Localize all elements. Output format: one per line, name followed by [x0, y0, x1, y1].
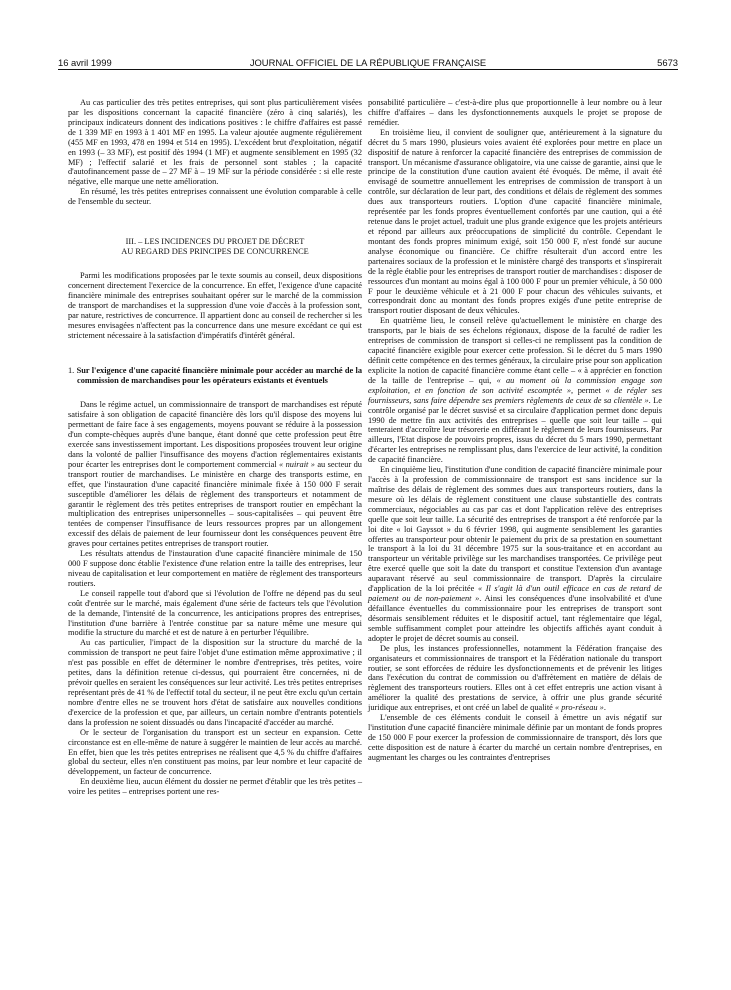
text-run: En cinquième lieu, l'institution d'une condition de capacité financière minimale pour l'accès à la profession de commissionnaire de transport est sans incidence sur la maîtrise des délais de règlement des sommes dues aux transporteurs routiers, dans la mesure où les délais de règlement constituent une clause substantielle des contrats commerciaux, négociables au cas par cas et dont l'application relève des entreprises quelle que soit leur taille. La sécurité des entreprises de transport a été renforcée par la loi dite « loi Gayssot » du 6 février 1998, qui augmente sensiblement les garanties offertes au transporteur pour obtenir le paiement du prix de sa prestation en soumettant le transport à la loi du 31 décembre 1975 sur la sous-traitance et en accordant au transporteur un véritable privilège sur les marchandises transportées. Ce privilège peut être exercé quelle que soit la date du transport et constitue l'extension d'un avantage auparavant réservé au seul commissionnaire de transport. D'après la circulaire d'application de la loi précitée: [368, 465, 662, 594]
text-run: Dans le régime actuel, un commissionnaire de transport de marchandises est réputé satisfaire à son obligation de capacité financière dès lors qu'il dispose des moyens lui permettant de faire face à ses engagements, moyens pouvant se réduire à la possession d'un compte-chèques auprès d'une banque, étant donné que cette profession peut être exercée sans investissement important. Les dispositions proposées trouvent leur origine dans la volonté de pallier l'insuffisance des moyens d'action réglementaires existants pour écarter les entreprises dont le comportement commercial: [68, 400, 362, 469]
section-heading-line: III. – LES INCIDENCES DU PROJET DE DÉCRET: [125, 237, 305, 247]
quoted-text: « au moment où la commission engage son exploitation, et en fonction de son activité escomptée »: [368, 375, 662, 395]
paragraph: Or le secteur de l'organisation du transport est un secteur en expansion. Cette circonstance est en elle-même de nature à suggérer le maintien de leur accès au marché. En effet, bien que les très petites entreprises ne réalisent que 4,5 % du chiffre d'affaires global du secteur, elles n'en constituent pas moins, par leur nombre et leur capacité de développement, un facteur de concurrence.: [68, 727, 362, 777]
text-run: . Ainsi les conséquences d'une insolvabilité et d'une défaillance éventuelles du commissionnaire pour les entreprises de transport sont désormais sensiblement réduites et le dispositif actuel, tant réglementaire que légal, semble suffisamment complet pour atteindre les objectifs affichés ayant conduit à adopter le projet de décret soumis au conseil.: [368, 594, 662, 643]
subsection-title: Sur l'exigence d'une capacité financière minimale pour accéder au marché de la commission de marchandises pour les opérateurs existants et éventuels: [76, 366, 362, 386]
paragraph: En résumé, les très petites entreprises connaissent une évolution comparable à celle de l'ensemble du secteur.: [68, 187, 362, 207]
paragraph: Les résultats attendus de l'instauration d'une capacité financière minimale de 150 000 F suppose donc établie l'existence d'une relation entre la taille des entreprises, leur niveau de capitalisation et leur comportement en matière de règlement des transporteurs routiers.: [68, 549, 362, 588]
paragraph: [368, 644, 662, 713]
header-rule: [58, 69, 678, 70]
text-run: . Le contrôle organisé par le décret susvisé et sa circulaire d'application permet donc depuis 1990 de mettre fin aux activités des entreprises – quelle que soit leur taille – qui tenteraient d'accroître leur trésorerie en différant le règlement de leurs fournisseurs. Par ailleurs, l'Etat dispose de pouvoirs propres, issus du décret du 5 mars 1990, permettant d'écarter les entreprises ne remplissant plus, dans l'exercice de leur activité, la condition de capacité financière.: [368, 395, 662, 465]
section-heading: [68, 237, 362, 257]
right-column: [368, 98, 662, 763]
page-number: 5673: [657, 57, 678, 68]
paragraph: Au cas particulier des très petites entreprises, qui sont plus particulièrement visées par les dispositions concernant la capacité financière (zéro à cinq salariés), les principaux indicateurs donnent des indications positives : le chiffre d'affaires est passé de 1 339 MF en 1993 à 1 401 MF en 1995. La valeur ajoutée augmente régulièrement (455 MF en 1993, 478 en 1994 et 514 en 1995). L'excédent brut d'exploitation, négatif en 1993 (– 33 MF), est positif dès 1994 (1 MF) et augmente sensiblement en 1995 (32 MF) ; l'effectif salarié et les frais de personnel sont stables ; la capacité d'autofinancement passe de – 27 MF à – 19 MF sur la période considérée : si elle reste négative, elle marque une nette amélioration.: [68, 98, 362, 187]
paragraph: ponsabilité particulière – c'est-à-dire plus que proportionnelle à leur nombre ou à leur chiffre d'affaires – dans les dysfonctionnements auxquels le projet se propose de remédier.: [368, 98, 662, 127]
text-run: , permet: [571, 385, 601, 395]
paragraph: En deuxième lieu, aucun élément du dossier ne permet d'établir que les très petites – voire les petites – entreprises portent une res-: [68, 777, 362, 797]
paragraph: Au cas particulier, l'impact de la disposition sur la structure du marché de la commission de transport ne peut faire l'objet d'une estimation même approximative ; il n'est pas possible en effet de déterminer le nombre d'entreprises, très petites, voire petites, dans la définition retenue ci-dessus, qui pourraient être concernées, ni de prévoir quelles en seraient les conséquences sur leur activité. Les très petites entreprises représentant près de 41 % de l'effectif total du secteur, il ne peut être exclu qu'un certain nombre d'entre elles ne se trouvent hors d'état de satisfaire aux nouvelles conditions d'exercice de la profession et que, par ailleurs, un certain nombre d'entrants potentiels dans la profession ne soient dissuadés ou dans l'incapacité d'accéder au marché.: [68, 638, 362, 727]
text-run: .: [603, 703, 606, 713]
text-run: En quatrième lieu, le conseil relève qu'actuellement le ministère en charge des transports, par le biais de ses échelons régionaux, dispose de la faculté de radier les entreprises de commission de transport si celles-ci ne remplissent pas la condition de capacité financière exigible pour exercer cette profession. Si le décret du 5 mars 1990 définit cette compétence en des termes généraux, la circulaire prise pour son application explicite la notion de capacité financière comme étant celle – « à apprécier en fonction de la taille de l'entreprise – qui,: [368, 316, 662, 385]
quoted-text: « pro-réseau »: [554, 703, 604, 713]
paragraph: En troisième lieu, il convient de souligner que, antérieurement à la signature du décret du 5 mars 1990, plusieurs voies avaient été explorées pour mettre en place un dispositif de nature à renforcer la capacité financière des entreprises de commission de transport. Un mécanisme d'assurance obligatoire, via une caisse de garantie, ainsi que le principe de la constitution d'une caution avaient été évoqués. De même, il avait été envisagé de soumettre annuellement les entreprises de commission de transport à un contrôle, sur déclaration de leur part, des conditions et délais de règlement des sommes dues aux transporteurs routiers. L'option d'une capacité financière minimale, représentée par les fonds propres éventuellement confortés par une caution, qui a été retenue dans le projet actuel, traduit une plus grande exigence que les projets antérieurs et répond par ailleurs aux préoccupations de simplicité du contrôle. Cependant le montant des fonds propres minimum exigé, soit 150 000 F, n'est fondé sur aucune analyse économique ou financière. Ce chiffre résulterait d'un accord entre les partenaires sociaux de la profession et le ministère chargé des transports et s'inspirerait de la règle établie pour les entreprises de transport routier de marchandises : disposer de ressources d'un montant au moins égal à 100 000 F pour un premier véhicule, à 50 000 F pour le deuxième véhicule et à 21 000 F pour chacun des véhicules suivants, et correspondrait donc au montant des fonds propres exigés d'une petite entreprise de transport routier disposant de deux véhicules.: [368, 127, 662, 316]
header-date: 16 avril 1999: [58, 57, 112, 68]
paragraph: [68, 400, 362, 549]
subsection-number: 1.: [68, 366, 75, 376]
text-run: au secteur du transport routier de marchandises. Le ministère en charge des transports estime, en effet, que l'instauration d'une capacité financière minimale fixée à 150 000 F serait susceptible d'améliorer les délais de règlement des transporteurs et notamment de garantir le règlement des très petites entreprises de transport routier en empêchant la multiplication des entreprises unipersonnelles – sous-capitalisées – qui peuvent être tentées de compenser l'insuffisance de leurs ressources propres par un allongement excessif des délais de paiement de leur fournisseur dont les conséquences peuvent être graves pour certaines petites entreprises de transport routier.: [68, 459, 362, 549]
paragraph: [368, 316, 662, 465]
quoted-term: « nuirait »: [279, 459, 315, 469]
journal-title: JOURNAL OFFICIEL DE LA RÉPUBLIQUE FRANÇAISE: [249, 57, 487, 68]
text-run: De plus, les instances professionnelles, notamment la Fédération française des organisateurs et commissionnaires de transport et la Fédération nationale du transport routier, se sont efforcées de réduire les dysfonctionnements et de prévenir les litiges dans l'exécution du contrat de commission ou d'affrètement en matière de délais de règlement des transporteurs routiers. Elles ont à cet effet entrepris une action visant à améliorer la qualité des prestations de service, à offrir une plus grande sécurité juridique aux entreprises, et ont créé un label de qualité: [368, 643, 662, 713]
left-column: [68, 98, 362, 797]
paragraph: Le conseil rappelle tout d'abord que si l'évolution de l'offre ne dépend pas du seul coût d'entrée sur le marché, mais également d'une série de facteurs tels que l'évolution de la demande, l'intensité de la concurrence, les anticipations propres des entreprises, l'institution d'une barrière à l'entrée constitue par sa nature même une mesure qui modifie la structure du marché et est de nature à en perturber l'équilibre.: [68, 588, 362, 638]
quoted-text: « Il s'agit là d'un outil efficace en cas de retard de paiement ou de non-paiement »: [368, 584, 662, 604]
paragraph: Parmi les modifications proposées par le texte soumis au conseil, deux dispositions concernent directement l'exercice de la concurrence. En effet, l'exigence d'une capacité financière minimale des entreprises souhaitant opérer sur le marché de la commission de transport de marchandises et la suppression d'une voie d'accès à la profession sont, par nature, restrictives de concurrence. Il appartient donc au conseil de rechercher si les mesures envisagées n'affectent pas la concurrence dans une mesure excédant ce qui est strictement nécessaire à la satisfaction d'impératifs d'intérêt général.: [68, 270, 362, 340]
paragraph: [368, 465, 662, 644]
subsection-heading: [68, 366, 362, 386]
paragraph: L'ensemble de ces éléments conduit le conseil à émettre un avis négatif sur l'institution d'une capacité financière minimale définie par un montant de fonds propres de 150 000 F pour exercer la profession de commissionnaire de transport, dès lors que cette disposition est de nature à écarter du marché un certain nombre d'entreprises, en augmentant les charges ou les contraintes d'entreprises: [368, 713, 662, 762]
section-heading-line: AU REGARD DES PRINCIPES DE CONCURRENCE: [121, 247, 309, 257]
quoted-text: « de régler ses fournisseurs, sans faire dépendre ses premiers règlements de ceux de sa clientèle »: [368, 385, 662, 405]
